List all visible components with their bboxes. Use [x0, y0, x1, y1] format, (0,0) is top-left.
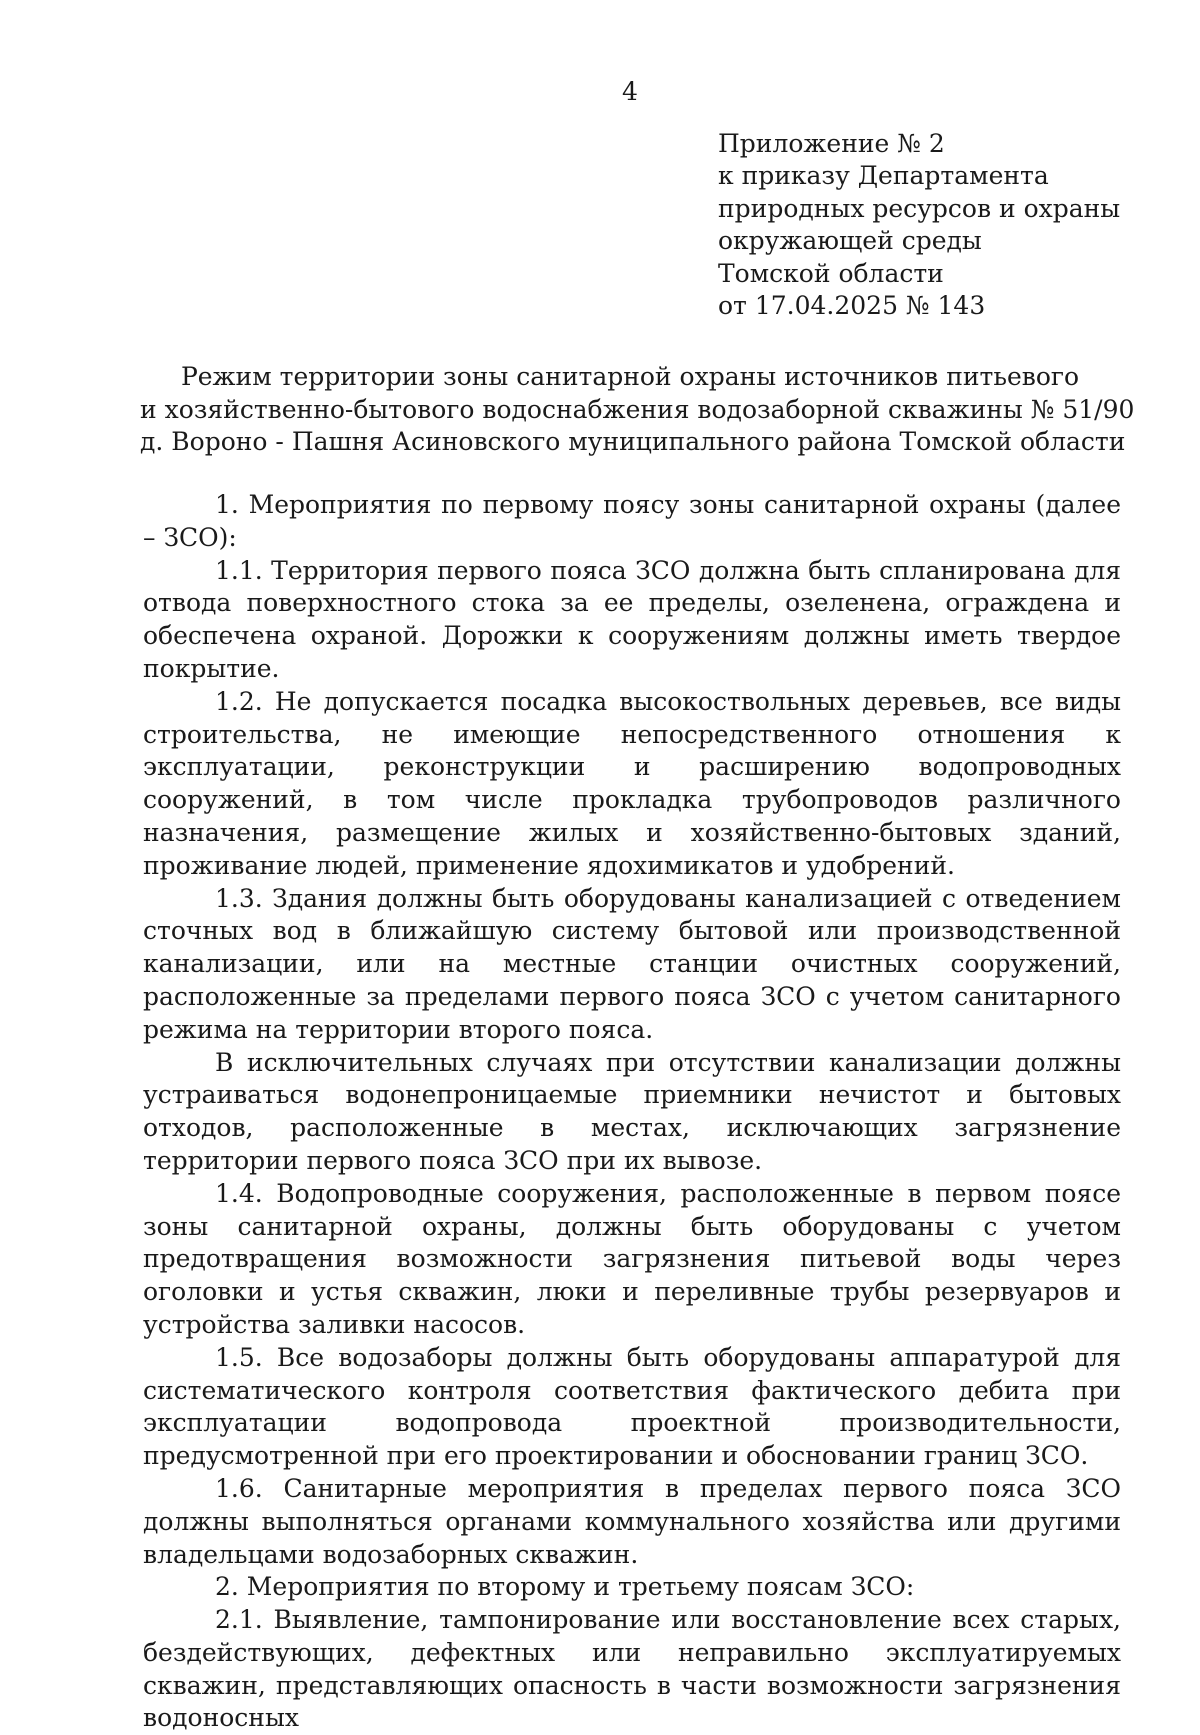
- section-heading: 2. Мероприятия по второму и третьему поясам ЗСО:: [215, 1572, 915, 1602]
- appendix-line: Томской области: [718, 258, 944, 288]
- title-line: Режим территории зоны санитарной охраны источников питьевого: [180, 362, 1080, 391]
- document-body: [143, 489, 1121, 1735]
- appendix-line: природных ресурсов и охраны: [718, 193, 1121, 223]
- paragraph: 1.3. Здания должны быть оборудованы канализацией с отведением сточных вод в ближайшую систему бытовой или производственной канализации, или на местные станции очистных сооружений, расположенные за пределами первого пояса ЗСО с учетом санитарного режима на территории второго пояса.: [143, 883, 1121, 1044]
- appendix-line: к приказу Департамента: [718, 161, 1049, 191]
- appendix-line: Приложение № 2: [718, 129, 945, 158]
- paragraph: 2.1. Выявление, тампонирование или восстановление всех старых, бездействующих, дефектных или неправильно эксплуатируемых скважин, представляющих опасность в части возможности загрязнения водоносных: [143, 1605, 1121, 1733]
- paragraph: 1.6. Санитарные мероприятия в пределах первого пояса ЗСО должны выполняться органами коммунального хозяйства или другими владельцами водозаборных скважин.: [143, 1473, 1121, 1569]
- page-number: 4: [622, 77, 638, 106]
- appendix-line: окружающей среды: [718, 226, 982, 256]
- section-heading: 1. Мероприятия по первому поясу зоны санитарной охраны (далее – ЗСО):: [143, 490, 1121, 552]
- title-line: д. Вороно - Пашня Асиновского муниципального района Томской области: [140, 427, 1126, 457]
- document-title: [140, 361, 1135, 459]
- appendix-line: от 17.04.2025 № 143: [718, 291, 986, 321]
- paragraph: 1.1. Территория первого пояса ЗСО должна быть спланирована для отвода поверхностного стока за ее пределы, озеленена, ограждена и обеспечена охраной. Дорожки к сооружениям должны иметь твердое покрытие.: [143, 555, 1121, 683]
- paragraph: 1.4. Водопроводные сооружения, расположенные в первом поясе зоны санитарной охраны, должны быть оборудованы с учетом предотвращения возможности загрязнения питьевой воды через оголовки и устья скважин, люки и переливные трубы резервуаров и устройства заливки насосов.: [143, 1178, 1121, 1339]
- appendix-header: [718, 128, 1120, 322]
- paragraph: 1.5. Все водозаборы должны быть оборудованы аппаратурой для систематического контроля соответствия фактического дебита при эксплуатации водопровода проектной производительности, предусмотренной при его проектировании и обосновании границ ЗСО.: [143, 1342, 1121, 1471]
- paragraph: В исключительных случаях при отсутствии канализации должны устраиваться водонепроницаемые приемники нечистот и бытовых отходов, расположенные в местах, исключающих загрязнение территории первого пояса ЗСО при их вывозе.: [143, 1047, 1121, 1175]
- paragraph: 1.2. Не допускается посадка высокоствольных деревьев, все виды строительства, не имеющие непосредственного отношения к эксплуатации, реконструкции и расширению водопроводных сооружений, в том числе прокладка трубопроводов различного назначения, размещение жилых и хозяйственно-бытовых зданий, проживание людей, применение ядохимикатов и удобрений.: [143, 686, 1121, 880]
- title-line: и хозяйственно-бытового водоснабжения водозаборной скважины № 51/90: [140, 394, 1135, 424]
